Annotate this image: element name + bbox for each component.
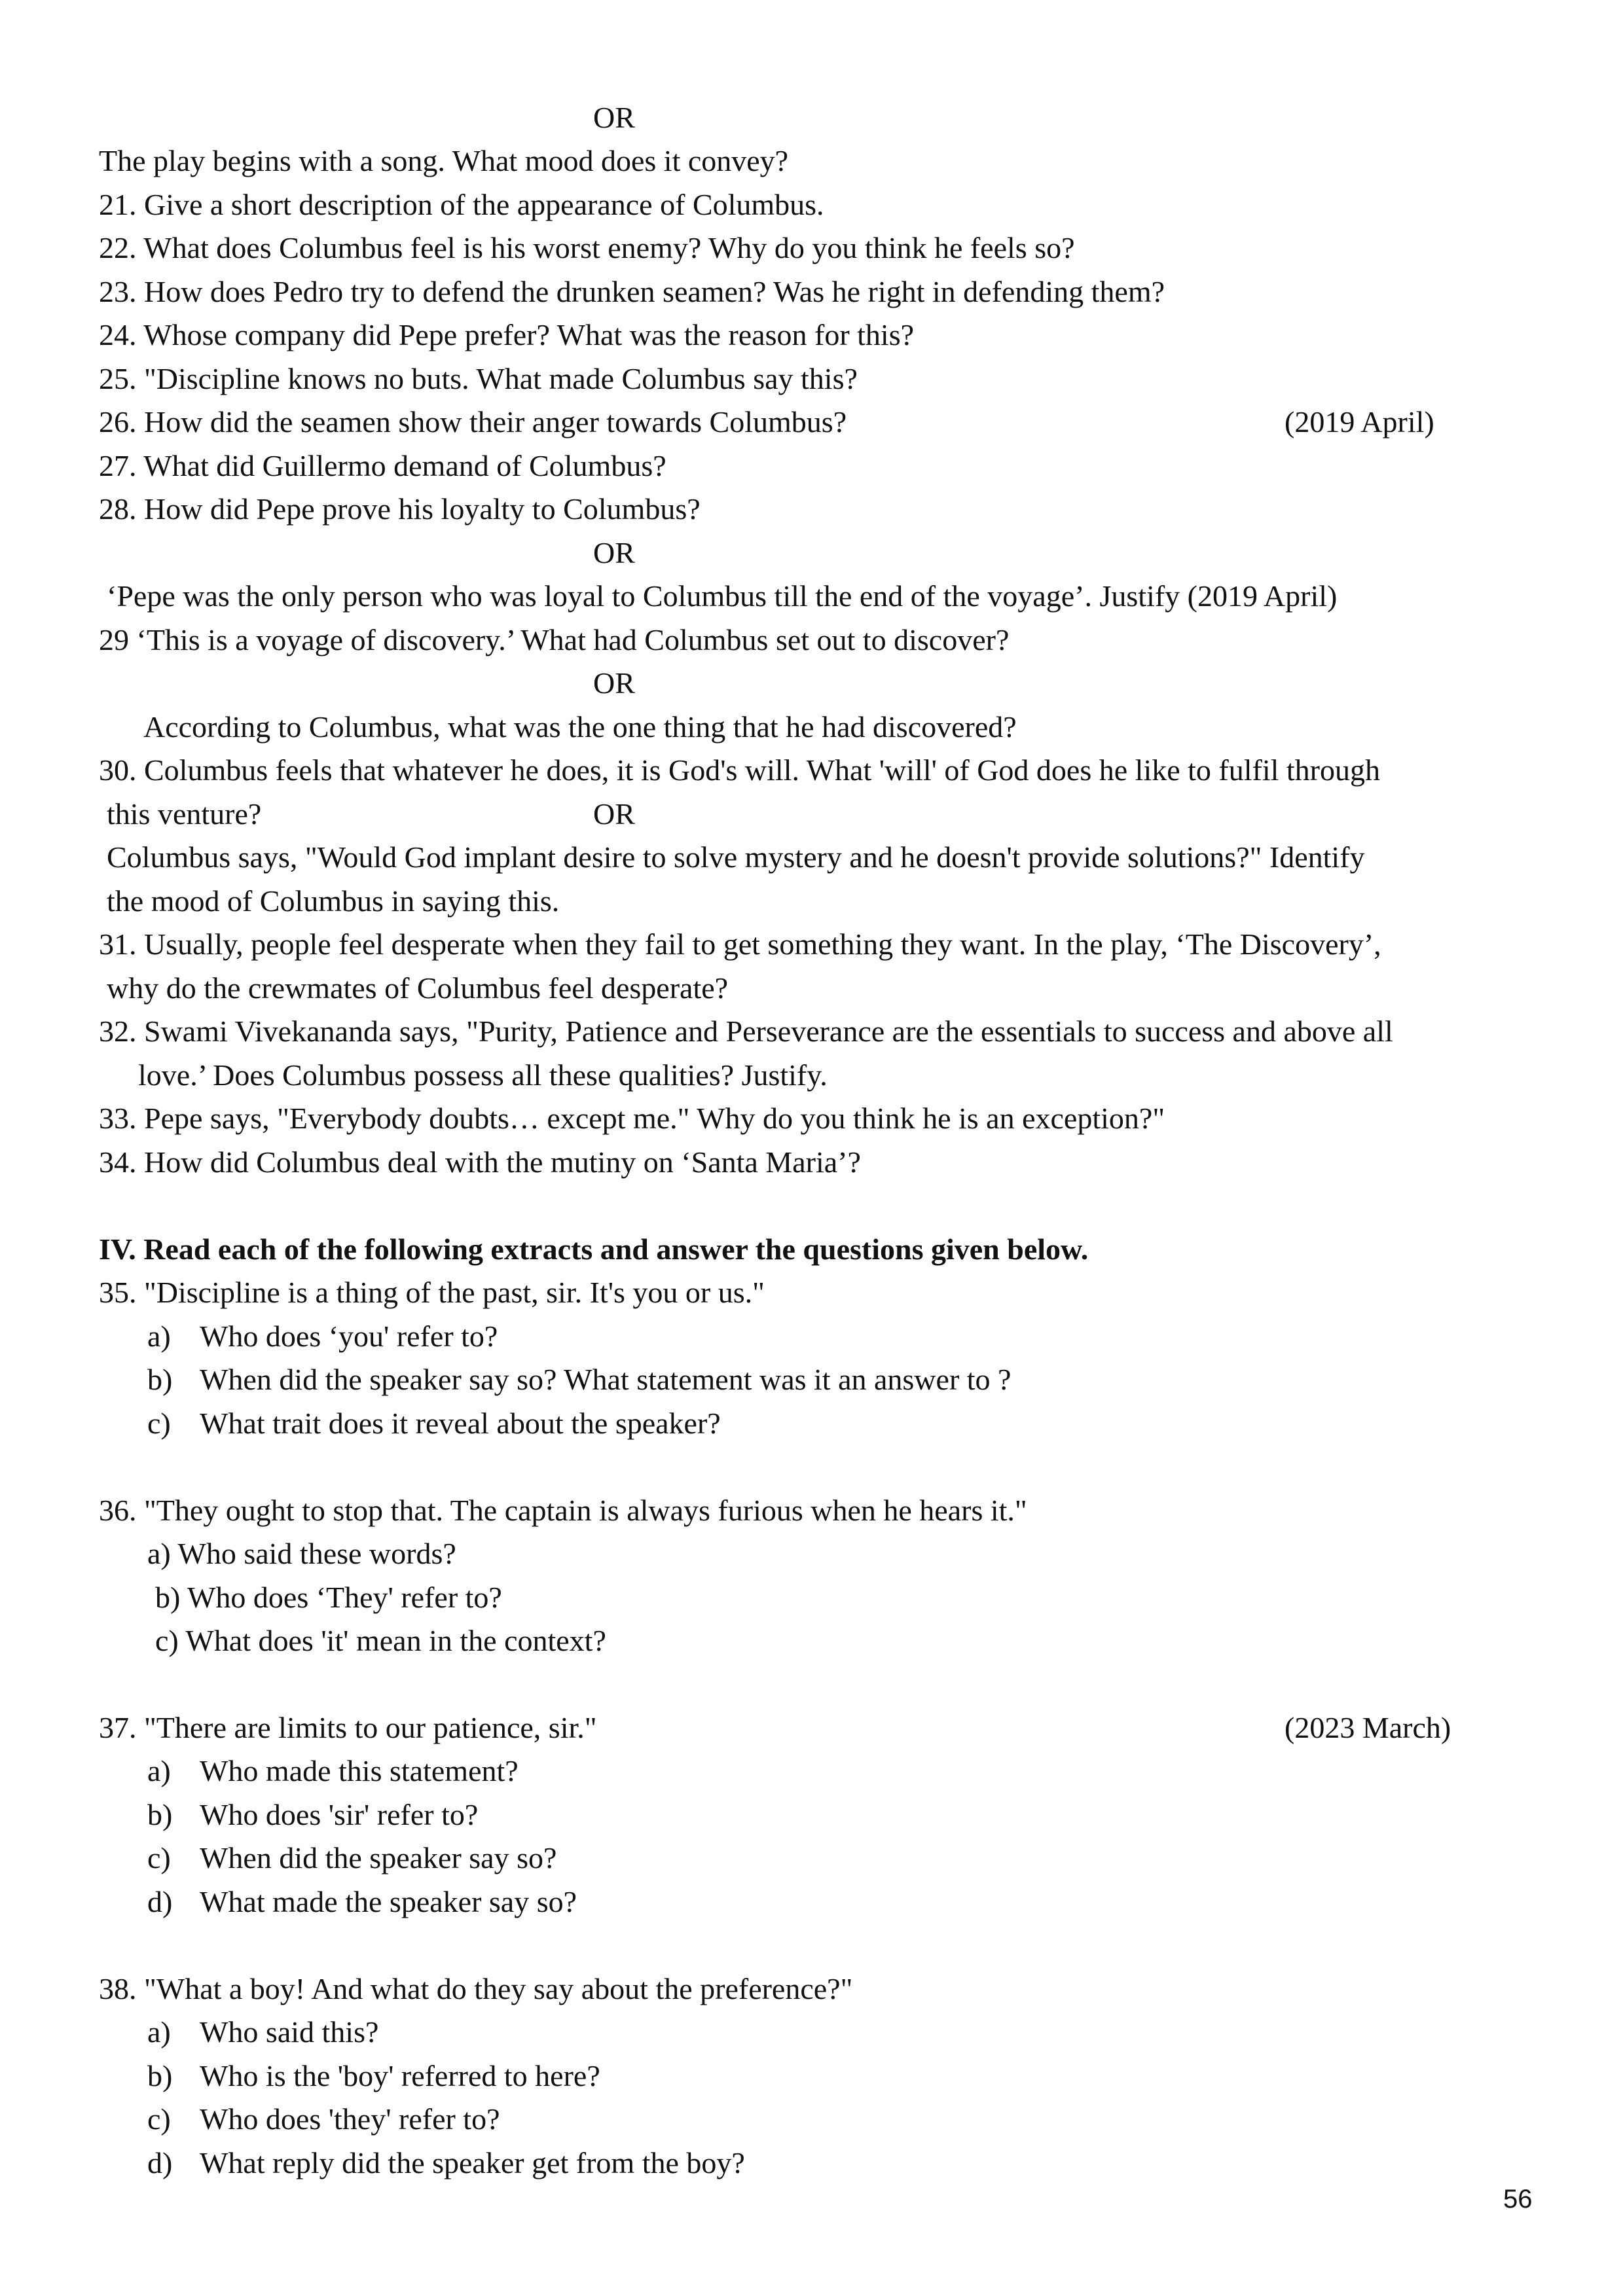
question-31: 31. Usually, people feel desperate when they fail to get something they want. In the play, ‘The Discovery’,	[99, 927, 1381, 961]
list-item: b) Who does 'sir' refer to?	[147, 1798, 479, 1831]
question-29-alternative: According to Columbus, what was the one thing that he had discovered?	[143, 710, 1017, 744]
question-32: 32. Swami Vivekananda says, "Purity, Patience and Perseverance are the essentials to success and above all	[99, 1014, 1393, 1048]
list-item: d) What reply did the speaker get from the boy?	[147, 2146, 745, 2179]
list-item: c) What trait does it reveal about the speaker?	[147, 1407, 721, 1440]
question-22: 22. What does Columbus feel is his worst enemy? Why do you think he feels so?	[99, 231, 1075, 264]
question-31-continued: why do the crewmates of Columbus feel desperate?	[107, 971, 729, 1005]
section-heading: IV. Read each of the following extracts and answer the questions given below.	[99, 1232, 1089, 1266]
question-37: 37. "There are limits to our patience, sir."	[99, 1711, 597, 1744]
question-26: 26. How did the seamen show their anger towards Columbus?	[99, 405, 847, 439]
exam-tag: (2023 March)	[1285, 1711, 1451, 1744]
question-24: 24. Whose company did Pepe prefer? What was the reason for this?	[99, 318, 915, 351]
list-item: c) Who does 'they' refer to?	[147, 2102, 500, 2136]
question-33: 33. Pepe says, "Everybody doubts… except me." Why do you think he is an exception?"	[99, 1102, 1165, 1135]
list-item: b) Who is the 'boy' referred to here?	[147, 2059, 600, 2092]
page-number: 56	[1503, 2185, 1533, 2214]
question-30-alternative-continued: the mood of Columbus in saying this.	[107, 884, 560, 918]
question-28: 28. How did Pepe prove his loyalty to Columbus?	[99, 492, 701, 526]
question-30-continued: this venture?	[107, 797, 262, 831]
list-item: d) What made the speaker say so?	[147, 1885, 577, 1918]
question-32-continued: love.’ Does Columbus possess all these qualities? Justify.	[138, 1058, 828, 1092]
or-separator: OR	[593, 797, 635, 831]
list-item: b) When did the speaker say so? What statement was it an answer to ?	[147, 1363, 1012, 1396]
list-item: a) Who said these words?	[147, 1537, 456, 1570]
question-35: 35. "Discipline is a thing of the past, sir. It's you or us."	[99, 1276, 765, 1309]
question-text: The play begins with a song. What mood does it convey?	[99, 144, 789, 177]
exam-tag: (2019 April)	[1285, 405, 1434, 439]
list-item: c) When did the speaker say so?	[147, 1841, 557, 1874]
list-item: b) Who does ‘They' refer to?	[155, 1581, 502, 1614]
question-30: 30. Columbus feels that whatever he does, it is God's will. What 'will' of God does he like to fulfil through	[99, 753, 1380, 787]
question-25: 25. "Discipline knows no buts. What made Columbus say this?	[99, 362, 858, 395]
question-23: 23. How does Pedro try to defend the drunken seamen? Was he right in defending them?	[99, 275, 1165, 308]
question-30-alternative: Columbus says, "Would God implant desire to solve mystery and he doesn't provide solutions?" Identify	[107, 840, 1365, 874]
question-27: 27. What did Guillermo demand of Columbus?	[99, 449, 666, 482]
question-36: 36. "They ought to stop that. The captain is always furious when he hears it."	[99, 1494, 1027, 1527]
question-21: 21. Give a short description of the appearance of Columbus.	[99, 188, 824, 221]
list-item: c) What does 'it' mean in the context?	[155, 1624, 606, 1657]
question-29: 29 ‘This is a voyage of discovery.’ What had Columbus set out to discover?	[99, 623, 1010, 656]
or-separator: OR	[593, 666, 635, 700]
or-separator: OR	[593, 101, 635, 134]
list-item: a) Who made this statement?	[147, 1754, 519, 1787]
list-item: a) Who said this?	[147, 2015, 379, 2049]
question-38: 38. "What a boy! And what do they say about the preference?"	[99, 1972, 853, 2005]
question-28-alternative: ‘Pepe was the only person who was loyal to Columbus till the end of the voyage’. Justify (2019 April)	[107, 579, 1338, 613]
or-separator: OR	[593, 536, 635, 569]
question-34: 34. How did Columbus deal with the mutiny on ‘Santa Maria’?	[99, 1145, 861, 1179]
list-item: a) Who does ‘you' refer to?	[147, 1319, 498, 1353]
